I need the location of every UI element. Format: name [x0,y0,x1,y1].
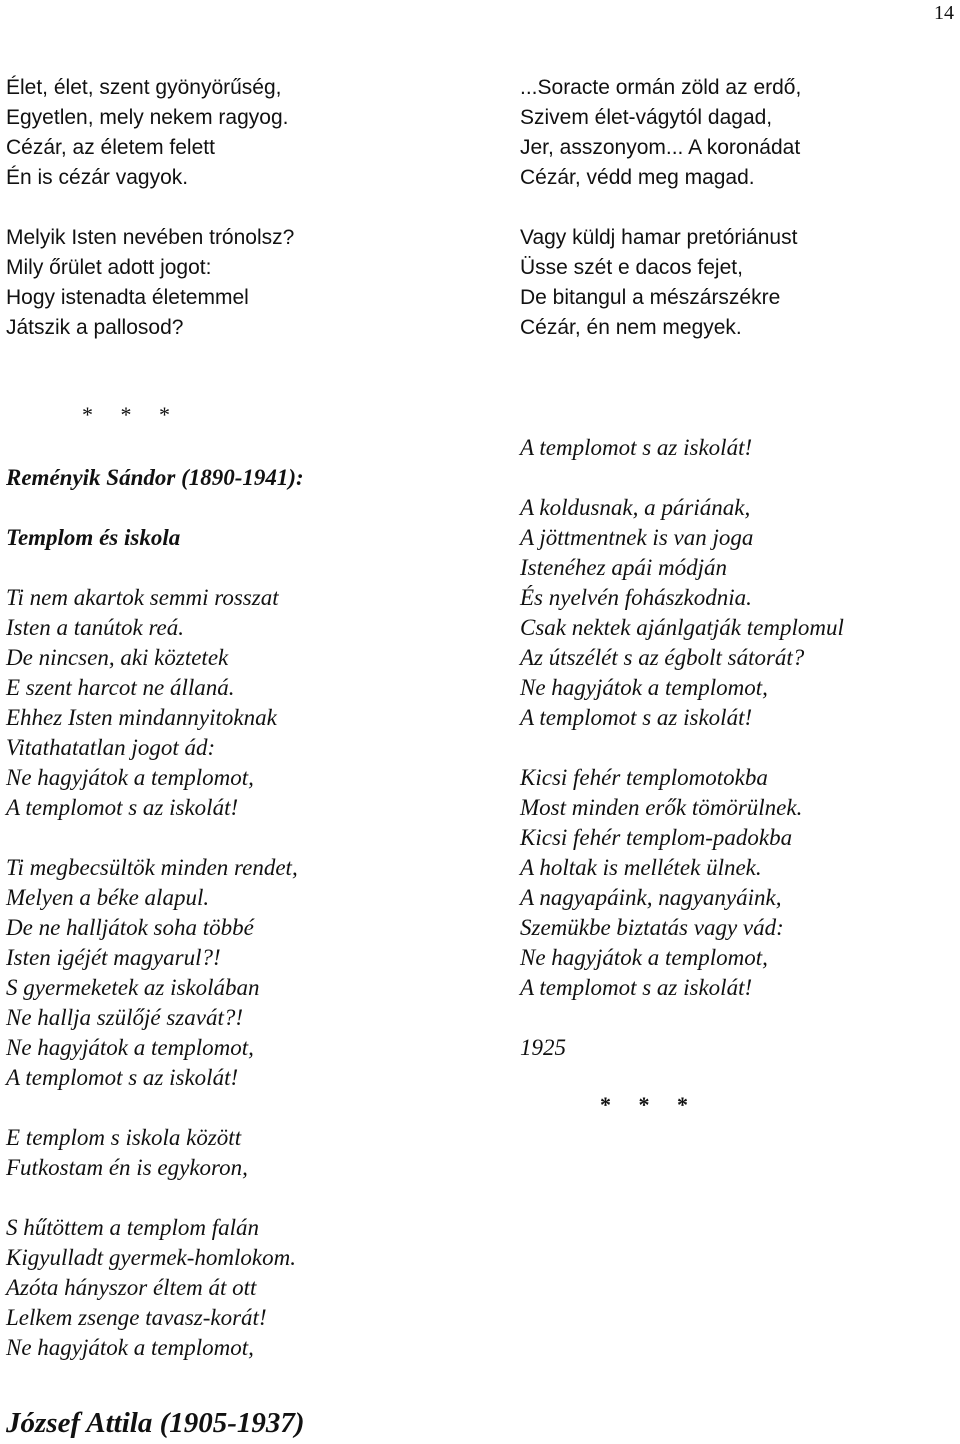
poem-line: A nagyapáink, nagyanyáink, [520,885,782,910]
poem-title: Templom és iskola [6,525,181,550]
poem-line: Ti nem akartok semmi rosszat [6,585,279,610]
poem-line: E templom s iskola között [6,1125,242,1150]
poem2-right-column [520,433,844,1063]
poem-line: Élet, élet, szent gyönyörűség, [6,76,282,99]
poem-line: Ne hagyjátok a templomot, [520,675,768,700]
poem-line: A templomot s az iskolát! [520,975,753,1000]
poem-line: ...Soracte ormán zöld az erdő, [520,76,802,99]
poem-year: 1925 [520,1035,566,1060]
poem-line: A templomot s az iskolát! [6,1065,239,1090]
poem-line: Csak nektek ajánlgatják templomul [520,615,844,640]
poem-line: E szent harcot ne állaná. [6,675,235,700]
poem-line: Most minden erők tömörülnek. [520,795,803,820]
poem-line: Melyik Isten nevében trónolsz? [6,226,295,249]
poem-line: Vagy küldj hamar pretóriánust [520,226,798,249]
poem-line: Azóta hányszor éltem át ott [6,1275,257,1300]
poem-author: Reményik Sándor (1890-1941): [6,465,304,490]
poem-line: S gyermeketek az iskolában [6,975,260,1000]
poem-line: Ne hagyjátok a templomot, [6,765,254,790]
poem-line: Ehhez Isten mindannyitoknak [6,705,277,730]
poem-line: Ne hagyjátok a templomot, [520,945,768,970]
poem-line: Ti megbecsültök minden rendet, [6,855,298,880]
poem-line: Isten igéjét magyarul?! [6,945,221,970]
poem-line: Játszik a pallosod? [6,316,184,339]
poem-line: Én is cézár vagyok. [6,166,189,189]
poem-line: Jer, asszonyom... A koronádat [520,136,801,159]
poem-line: Ne hagyjátok a templomot, [6,1335,254,1360]
poem-line: S hűtöttem a templom falán [6,1215,259,1240]
poem-line: Szemükbe biztatás vagy vád: [520,915,784,940]
poem-line: A jöttmentnek is van joga [520,525,754,550]
poem-line: De nincsen, aki köztetek [6,645,229,670]
poem-line: Kicsi fehér templomotokba [520,765,768,790]
poem-line: Istenéhez apái módján [520,555,727,580]
poem-line: Kicsi fehér templom-padokba [520,825,793,850]
poem1-left-column [6,73,294,343]
poem-line: Cézár, védd meg magad. [520,166,755,189]
poem-line: A holtak is mellétek ülnek. [520,855,762,880]
next-author-heading: József Attila (1905-1937) [6,1407,305,1439]
poem-line: Cézár, az életem felett [6,136,215,159]
section-separator: * * * [82,402,170,427]
poem-line: Üsse szét e dacos fejet, [520,256,743,279]
poem-line: Ne hallja szülőjé szavát?! [6,1005,244,1030]
poem-line: A templomot s az iskolát! [6,795,239,820]
poem-line: Isten a tanútok reá. [6,615,185,640]
section-separator: * * * [600,1092,688,1117]
poem-line: Melyen a béke alapul. [6,885,210,910]
poem-line: És nyelvén fohászkodnia. [520,585,752,610]
poem-line: A templomot s az iskolát! [520,435,753,460]
poem-line: Egyetlen, mely nekem ragyog. [6,106,289,129]
poem-line: A koldusnak, a páriának, [520,495,751,520]
poem-line: Ne hagyjátok a templomot, [6,1035,254,1060]
poem1-right-column [520,73,801,343]
poem-line: De bitangul a mészárszékre [520,286,781,309]
poem-line: Hogy istenadta életemmel [6,286,249,309]
poem2-left-column [6,583,298,1363]
poem-line: Cézár, én nem megyek. [520,316,742,339]
poem-line: Lelkem zsenge tavasz-korát! [6,1305,267,1330]
poem-line: Mily őrület adott jogot: [6,256,212,279]
poem-line: Futkostam én is egykoron, [6,1155,248,1180]
poem2-header [6,463,304,553]
poem-line: Kigyulladt gyermek-homlokom. [6,1245,296,1270]
poem-line: Vitathatatlan jogot ád: [6,735,216,760]
poem-line: De ne halljátok soha többé [6,915,254,940]
page-number: 14 [934,2,954,24]
poem-line: Szivem élet-vágytól dagad, [520,106,773,129]
poem-line: Az útszélét s az égbolt sátorát? [520,645,805,670]
poem-line: A templomot s az iskolát! [520,705,753,730]
